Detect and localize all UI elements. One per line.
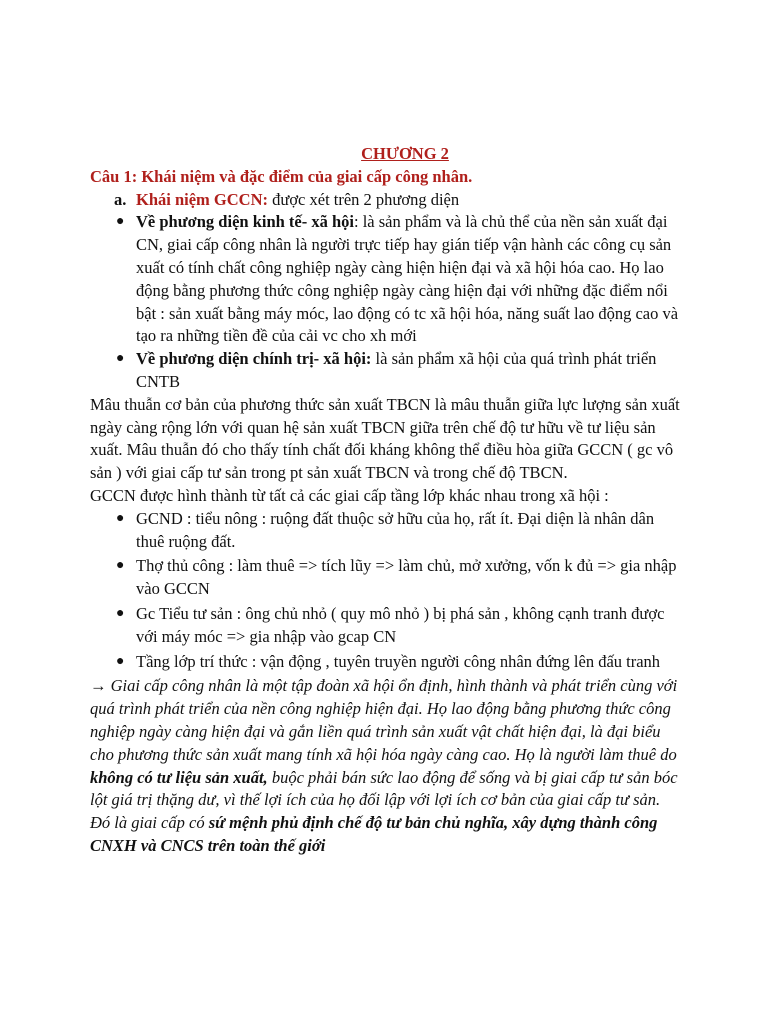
list-item-bold: Về phương diện kinh tế- xã hội bbox=[136, 212, 355, 232]
list-item bbox=[90, 211, 680, 348]
section-a-heading: Khái niệm GCCN: bbox=[136, 189, 268, 209]
list-item bbox=[90, 555, 680, 601]
bullet-icon: ● bbox=[116, 214, 125, 230]
list-item bbox=[90, 348, 680, 394]
list-item-text: Tầng lớp trí thức : vận động , tuyên truyền người công nhân đứng lên đấu tranh bbox=[136, 651, 661, 671]
conclusion-text-2: buộc phải bán sức lao động để sống và bị giai cấp tư sản bóc lột giá trị thặng dư, vì thế lợi ích của họ đối lập với lợi ích cơ bản của giai cấp tư sản. Đó là giai cấp có bbox=[90, 767, 678, 833]
list-item-text: là sản phẩm xã hội của quá trình phát triển CNTB bbox=[136, 349, 657, 391]
list-item-text: : là sản phẩm và là chủ thể của nền sản xuất đại CN, giai cấp công nhân là người trực tiếp hay gián tiếp vận hành các công cụ sản xuất có tính chất công nghiệp ngày càng hiện hiện đại và xã hội hóa cao. Họ lao động bằng phương thức công nghiệp ngày càng hiện đại với những đặc điểm nổi bật : sản xuất bằng máy móc, lao động có tc xã hội hóa, năng suất lao động cao và tạo ra những tiền đề của cải vc cho xh mới bbox=[136, 212, 679, 346]
conclusion-text-1: → Giai cấp công nhân là một tập đoàn xã hội ổn định, hình thành và phát triển cùng với quá trình phát triển của nền công nghiệp hiện đại. Họ lao động bằng phương thức công nghiệp ngày càng hiện đại và gắn liền quá trình sản xuất vật chất hiện đại, là đại biểu cho phương thức sản xuất mang tính xã hội hóa ngày càng cao. Họ là người làm thuê do bbox=[90, 676, 678, 764]
bullet-icon: ● bbox=[116, 510, 125, 526]
bullet-icon: ● bbox=[116, 653, 125, 669]
section-a bbox=[90, 189, 680, 212]
bullet-icon: ● bbox=[116, 558, 125, 574]
paragraph-origin: GCCN được hình thành từ tất cả các giai cấp tầng lớp khác nhau trong xã hội : bbox=[90, 485, 609, 505]
list-item bbox=[90, 651, 680, 674]
document-page bbox=[90, 143, 680, 858]
chapter-title: CHƯƠNG 2 bbox=[361, 144, 449, 163]
paragraph-contradiction: Mâu thuẫn cơ bản của phương thức sản xuất TBCN là mâu thuẫn giữa lực lượng sản xuất ngày càng rộng lớn với quan hệ sản xuất TBCN giữa trên chế độ tư hữu về tư liệu sản xuất. Mâu thuẫn đó cho thấy tính chất đối kháng không thể điều hòa giữa GCCN ( gc vô sản ) với giai cấp tư sản trong pt sản xuất TBCN và trong chế độ TBCN. bbox=[90, 394, 680, 483]
bullet-list-b bbox=[90, 508, 680, 674]
list-item-text: Thợ thủ công : làm thuê => tích lũy => làm chủ, mở xưởng, vốn k đủ => gia nhập vào GCCN bbox=[136, 556, 677, 599]
conclusion-bold-1: không có tư liệu sản xuất, bbox=[90, 767, 268, 787]
list-item-text: GCND : tiểu nông : ruộng đất thuộc sở hữu của họ, rất ít. Đại diện là nhân dân thuê ruộng đất. bbox=[136, 508, 655, 551]
list-item-bold: Về phương diện chính trị- xã hội: bbox=[136, 349, 372, 369]
question-heading: Câu 1: Khái niệm và đặc điểm của giai cấp công nhân. bbox=[90, 166, 473, 186]
bullet-icon: ● bbox=[116, 605, 125, 621]
section-a-marker: a. bbox=[114, 189, 127, 209]
list-item-text: Gc Tiểu tư sản : ông chủ nhỏ ( quy mô nhỏ ) bị phá sản , không cạnh tranh được với máy móc => gia nhập vào gcap CN bbox=[136, 603, 665, 646]
list-item bbox=[90, 603, 680, 649]
bullet-list-a bbox=[90, 211, 680, 393]
conclusion-bold-2: sứ mệnh phủ định chế độ tư bản chủ nghĩa, xây dựng thành công CNXH và CNCS trên toàn thế giới bbox=[90, 813, 658, 855]
conclusion-paragraph bbox=[90, 675, 680, 857]
list-item bbox=[90, 508, 680, 554]
section-a-text: được xét trên 2 phương diện bbox=[268, 189, 460, 209]
bullet-icon: ● bbox=[116, 351, 125, 367]
